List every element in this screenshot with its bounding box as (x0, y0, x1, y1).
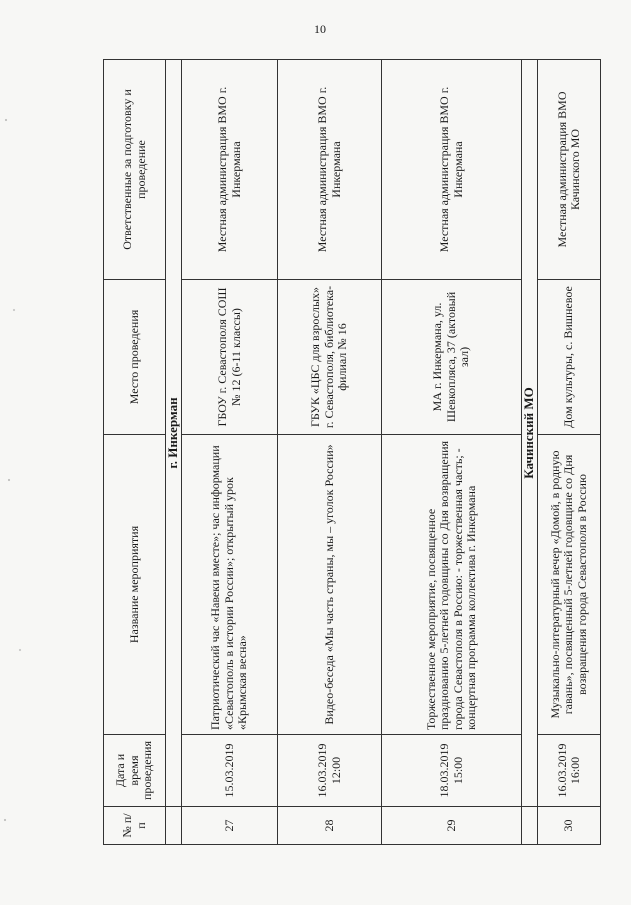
row-date: 16.03.2019 12:00 (278, 735, 382, 807)
section-row-inkerman (166, 60, 182, 845)
row-event: Патриотический час «Навеки вместе»; час информации «Севастополь в истории России»; открытый урок «Крымская весна» (182, 435, 278, 735)
row-responsible: Местная администрация ВМО г. Инкермана (278, 60, 382, 280)
row-event: Видео-беседа «Мы часть страны, мы – уголок России» (278, 435, 382, 735)
row-date: 18.03.2019 15:00 (382, 735, 522, 807)
row-num: 30 (538, 807, 601, 845)
table-row (538, 60, 601, 845)
header-place: Место проведения (104, 280, 166, 435)
table-row (278, 60, 382, 845)
page-number: 10 (314, 22, 326, 36)
row-place: ГБОУ г. Севастополя СОШ № 12 (6-11 классы) (182, 280, 278, 435)
section-title: Качинский МО (522, 60, 538, 807)
events-table (103, 59, 601, 845)
section-title: г. Инкерман (166, 60, 182, 807)
header-event: Название мероприятия (104, 435, 166, 735)
row-num: 29 (382, 807, 522, 845)
header-responsible: Ответственные за подготовку и проведение (104, 60, 166, 280)
header-date: Дата и время проведения (104, 735, 166, 807)
row-num: 27 (182, 807, 278, 845)
scan-artifacts (0, 0, 40, 905)
row-place: ГБУК «ЦБС для взрослых» г. Севастополя, библиотека-филиал № 16 (278, 280, 382, 435)
row-responsible: Местная администрация ВМО Качинского МО (538, 60, 601, 280)
table-row (182, 60, 278, 845)
header-num: № п/п (104, 807, 166, 845)
row-num: 28 (278, 807, 382, 845)
row-responsible: Местная администрация ВМО г. Инкермана (182, 60, 278, 280)
table-row (382, 60, 522, 845)
row-responsible: Местная администрация ВМО г. Инкермана (382, 60, 522, 280)
rotated-table-container (103, 60, 600, 845)
row-event: Торжественное мероприятие, посвященное празднованию 5-летней годовщины со Дня возвращения города Севастополя в Россию: - торжественная часть; - концертная программа коллектива г. Инкермана (382, 435, 522, 735)
row-place: Дом культуры, с. Вишневое (538, 280, 601, 435)
row-date: 16.03.2019 16:00 (538, 735, 601, 807)
row-event: Музыкально-литературный вечер «Домой, в родную гавань», посвященный 5-летней годовщине со Дня возвращения города Севастополя в Россию (538, 435, 601, 735)
table-header-row (104, 60, 166, 845)
section-row-kacha (522, 60, 538, 845)
row-place: МА г. Инкермана, ул. Шевкопляса, 37 (актовый зал) (382, 280, 522, 435)
row-date: 15.03.2019 (182, 735, 278, 807)
